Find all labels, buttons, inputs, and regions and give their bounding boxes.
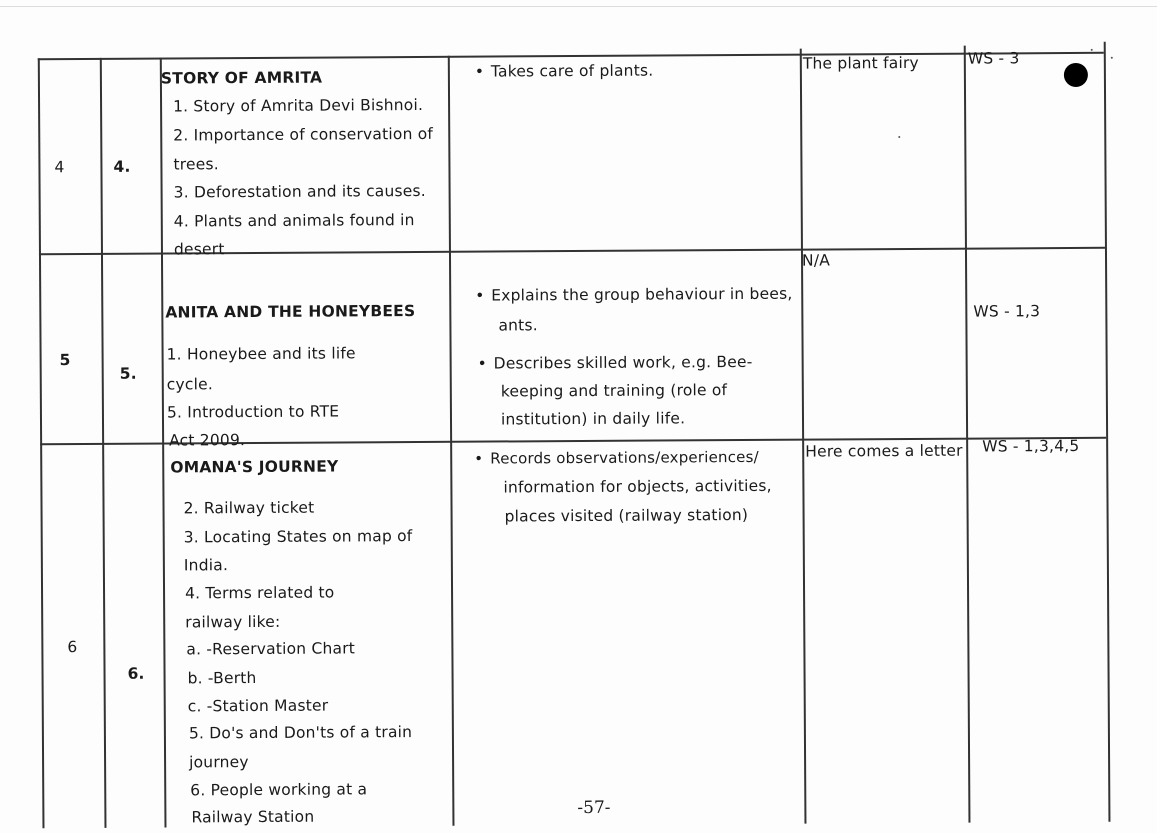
row-5-topic: cycle. (166, 375, 214, 394)
row-6-topic: 2. Railway ticket (183, 498, 315, 518)
row-6-topic: 3. Locating States on map of (183, 527, 413, 547)
row-6-topic: a. -Reservation Chart (186, 639, 356, 659)
row-4-worksheet: WS - 3 (967, 49, 1020, 68)
row-6-outcome-cont: places visited (railway station) (504, 505, 749, 526)
row-4-topic: 2. Importance of conservation of (173, 124, 434, 145)
row-5-outcome-cont: keeping and training (role of (500, 381, 728, 401)
row-6-topic: India. (183, 556, 229, 575)
row-6-worksheet: WS - 1,3,4,5 (982, 436, 1080, 456)
row-6-chapter-title: OMANA'S JOURNEY (170, 457, 339, 477)
row-6-topic: b. -Berth (187, 668, 257, 688)
row-4-chapter-title: STORY OF AMRITA (160, 68, 323, 88)
row-5-topic: 5. Introduction to RTE (166, 402, 340, 422)
row-4-topic: trees. (173, 155, 219, 174)
row-4-topic: 1. Story of Amrita Devi Bishnoi. (173, 95, 424, 116)
row-5-outcome: • Explains the group behaviour in bees, (491, 285, 792, 305)
col-border-activity (964, 46, 970, 823)
row-6-topic: 4. Terms related to (184, 583, 335, 603)
row-5-outcome: • Describes skilled work, e.g. Bee- (494, 353, 753, 373)
row-4-activity: The plant fairy (802, 53, 919, 73)
row-5-outcome-cont: institution) in daily life. (500, 409, 686, 429)
row-4-topic: 4. Plants and animals found in (173, 211, 415, 231)
row-6-topic: railway like: (185, 612, 281, 632)
table-top-border (38, 52, 1104, 60)
row-6-outcome-cont: information for objects, activities, (503, 476, 772, 497)
row-6-serial: 6 (67, 638, 78, 657)
row-5-outcome-cont: ants. (498, 316, 538, 335)
row-5-chapter-number: 5. (119, 364, 137, 383)
col-border-outcomes (800, 49, 806, 824)
row-4-topic: desert (173, 240, 225, 259)
col-border-right (1104, 42, 1110, 822)
row-6-topic: 5. Do's and Don'ts of a train (188, 723, 413, 743)
row-5-topic: Act 2009. (169, 431, 246, 450)
page-number: -57- (577, 797, 611, 819)
ink-blot (1064, 63, 1088, 87)
row-6-outcome: • Records observations/experiences/ (490, 448, 759, 468)
row-5-activity: N/A (801, 251, 831, 270)
row-6-topic: c. -Station Master (187, 696, 329, 716)
row-6-topic: Railway Station (191, 807, 315, 827)
row-4-outcome: • Takes care of plants. (491, 62, 654, 81)
row-5-chapter-title: ANITA AND THE HONEYBEES (165, 302, 416, 322)
row-5-worksheet: WS - 1,3 (973, 302, 1041, 321)
scan-speck (898, 136, 900, 138)
row-5-topic: 1. Honeybee and its life (166, 344, 356, 364)
row-6-topic: 6. People working at a (190, 780, 368, 800)
row-6-topic: journey (189, 753, 249, 772)
row-6-activity: Here comes a letter (805, 441, 963, 461)
row-6-chapter-number: 6. (127, 664, 145, 683)
scan-speck (1091, 49, 1093, 51)
row-4-chapter-number: 4. (113, 157, 131, 176)
scan-speck (1111, 57, 1113, 59)
row-5-serial: 5 (59, 351, 71, 370)
row-4-serial: 4 (54, 158, 65, 177)
row-4-topic: 3. Deforestation and its causes. (173, 181, 426, 202)
